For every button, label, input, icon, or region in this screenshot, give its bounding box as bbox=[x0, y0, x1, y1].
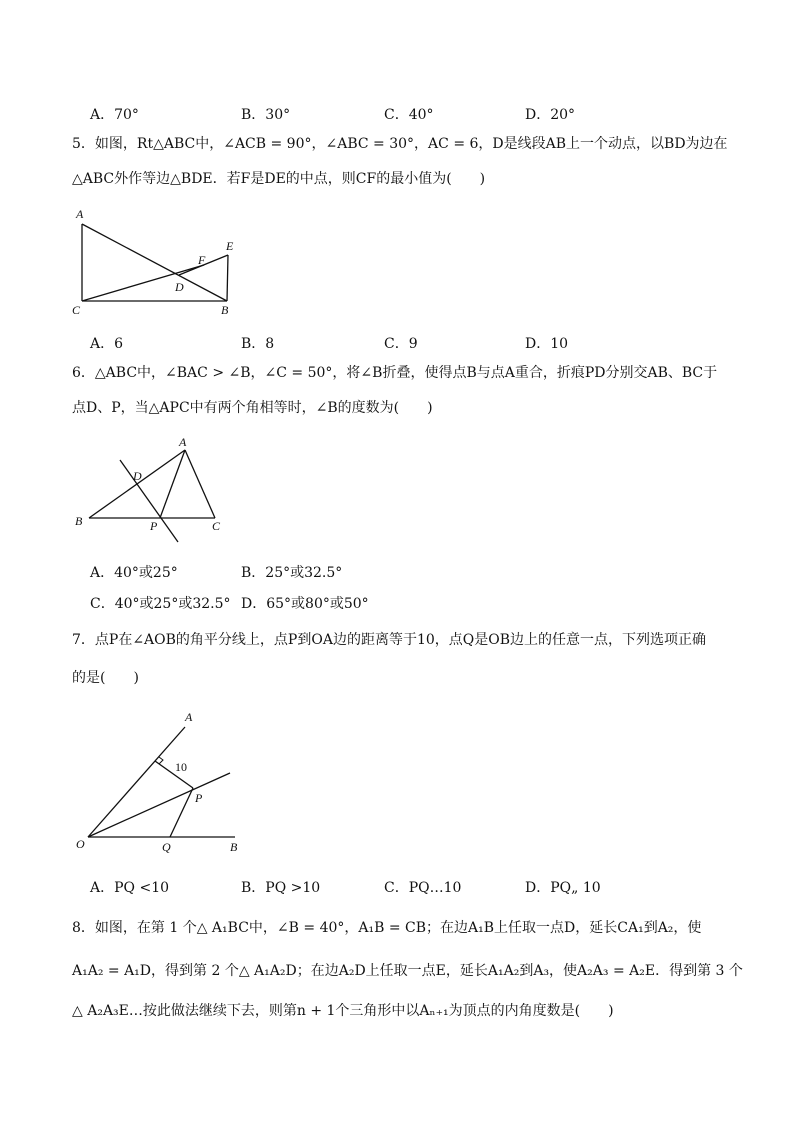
q6-label-d: D bbox=[133, 469, 142, 483]
q7-label-p: P bbox=[195, 791, 203, 805]
q4-option-b: B．30° bbox=[241, 107, 291, 123]
q6-label-c: C bbox=[212, 519, 221, 533]
q4-option-d: D．20° bbox=[525, 107, 576, 123]
q6-stem-line1: 6．△ABC中，∠BAC > ∠B，∠C = 50°，将∠B折叠，使得点B与点A重合，折痕PD分别交AB、BC于 bbox=[72, 365, 718, 381]
q5-figure bbox=[60, 200, 260, 322]
q5-label-a: A bbox=[76, 207, 84, 221]
q7-option-b: B．PQ >10 bbox=[241, 880, 321, 896]
q6-label-b: B bbox=[75, 514, 83, 528]
q7-stem-line2: 的是( ) bbox=[72, 670, 139, 686]
q6-option-d: D．65°或80°或50° bbox=[241, 596, 369, 612]
q5-option-b: B．8 bbox=[241, 336, 275, 352]
q6-label-a: A bbox=[179, 435, 187, 449]
q5-label-f: F bbox=[198, 253, 206, 267]
q6-option-a: A．40°或25° bbox=[90, 565, 178, 581]
q5-label-d: D bbox=[175, 280, 184, 294]
q7-option-a: A．PQ <10 bbox=[90, 880, 170, 896]
q5-option-d: D．10 bbox=[525, 336, 569, 352]
q7-option-c: C．PQ…10 bbox=[384, 880, 462, 896]
q5-label-e: E bbox=[226, 239, 234, 253]
q8-stem-line3: △ A₂A₃E…按此做法继续下去，则第n + 1个三角形中以Aₙ₊₁为顶点的内角度数是( ) bbox=[72, 1003, 614, 1019]
q7-option-d: D．PQ„ 10 bbox=[525, 880, 601, 896]
q5-label-c: C bbox=[72, 303, 81, 317]
q7-label-a: A bbox=[185, 710, 193, 724]
q7-label-o: O bbox=[76, 837, 85, 851]
q6-figure bbox=[65, 430, 240, 550]
q7-label-b: B bbox=[230, 840, 238, 854]
q6-label-p: P bbox=[150, 519, 158, 533]
q7-label-10: 10 bbox=[175, 760, 187, 774]
q6-option-c: C．40°或25°或32.5° bbox=[90, 596, 231, 612]
q4-option-c: C．40° bbox=[384, 107, 434, 123]
q5-stem-line2: △ABC外作等边△BDE．若F是DE的中点，则CF的最小值为( ) bbox=[72, 171, 486, 187]
q7-figure bbox=[70, 705, 250, 860]
q8-stem-line2: A₁A₂ = A₁D，得到第 2 个△ A₁A₂D；在边A₂D上任取一点E，延长A₁A₂到A₃，使A₂A₃ = A₂E．得到第 3 个 bbox=[72, 963, 743, 979]
q6-stem-line2: 点D、P，当△APC中有两个角相等时，∠B的度数为( ) bbox=[72, 400, 433, 416]
q5-stem-line1: 5．如图，Rt△ABC中，∠ACB = 90°，∠ABC = 30°，AC = 6，D是线段AB上一个动点，以BD为边在 bbox=[72, 136, 728, 152]
q5-option-c: C．9 bbox=[384, 336, 418, 352]
q7-stem-line1: 7．点P在∠AOB的角平分线上，点P到OA边的距离等于10，点Q是OB边上的任意一点，下列选项正确 bbox=[72, 632, 706, 648]
q5-option-a: A．6 bbox=[90, 336, 124, 352]
q4-option-a: A．70° bbox=[90, 107, 139, 123]
q6-option-b: B．25°或32.5° bbox=[241, 565, 343, 581]
q8-stem-line1: 8．如图，在第 1 个△ A₁BC中，∠B = 40°，A₁B = CB；在边A₁B上任取一点D，延长CA₁到A₂，使 bbox=[72, 920, 702, 936]
q7-label-q: Q bbox=[162, 840, 171, 854]
q5-label-b: B bbox=[221, 303, 229, 317]
